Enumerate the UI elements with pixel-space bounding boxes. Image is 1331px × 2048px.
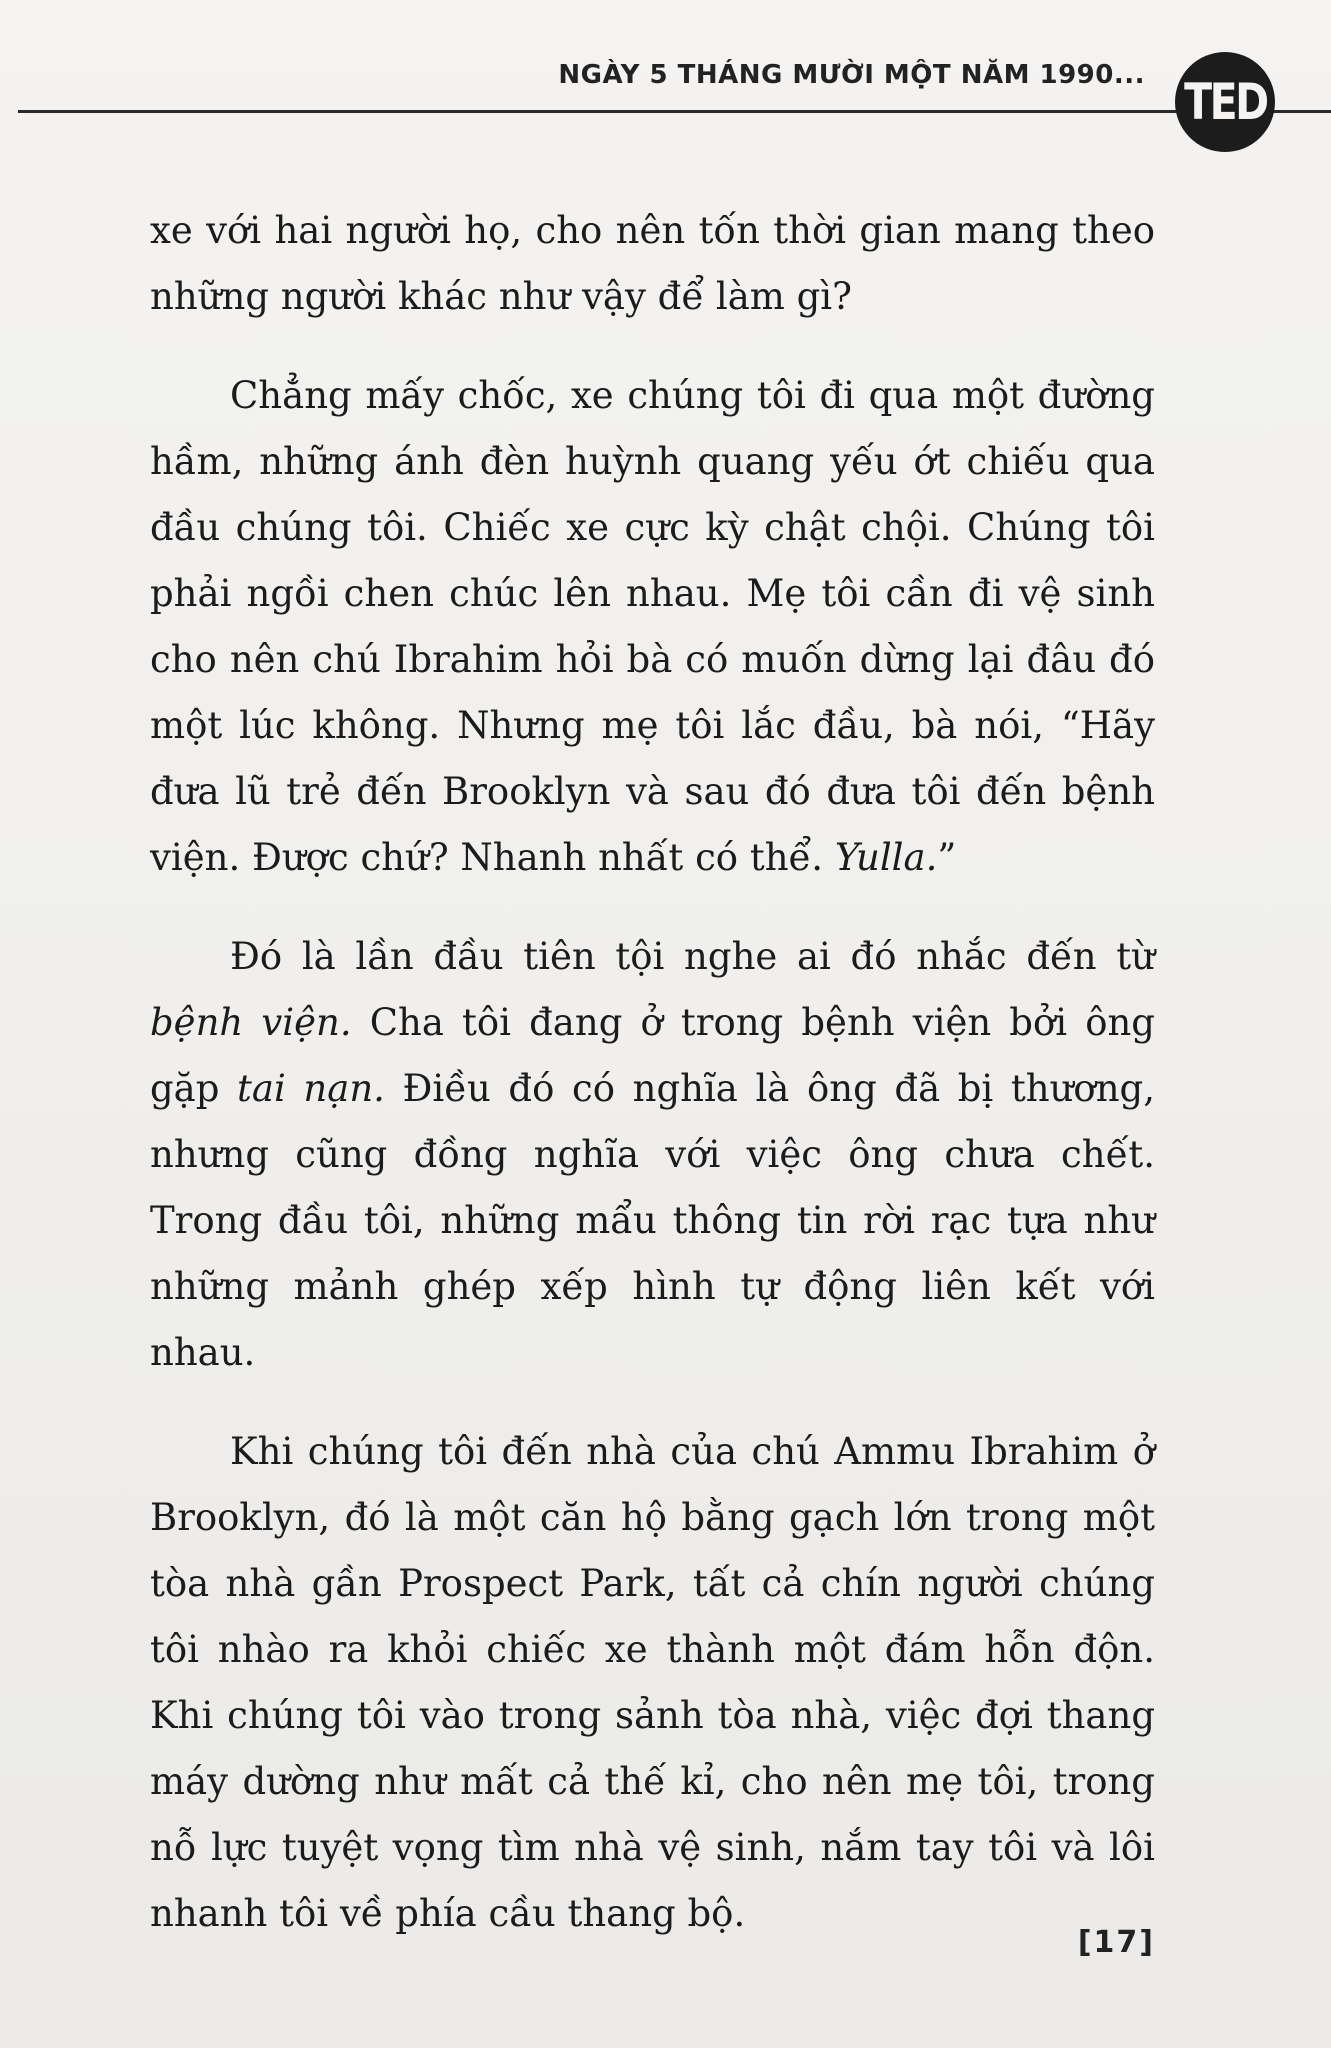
paragraph-3 bbox=[150, 924, 1155, 1386]
paragraph-3-italic-benh-vien: bệnh viện. bbox=[150, 1001, 352, 1044]
page-number: [17] bbox=[1077, 1925, 1155, 1960]
paragraph-2-closing-quote: ” bbox=[937, 836, 957, 879]
paragraph-2-text: Chẳng mấy chốc, xe chúng tôi đi qua một đường hầm, những ánh đèn huỳnh quang yếu ớt chiếu qua đầu chúng tôi. Chiếc xe cực kỳ chật chội. Chúng tôi phải ngồi chen chúc lên nhau. Mẹ tôi cần đi vệ sinh cho nên chú Ibrahim hỏi bà có muốn dừng lại đâu đó một lúc không. Nhưng mẹ tôi lắc đầu, bà nói, “Hãy đưa lũ trẻ đến Brooklyn và sau đó đưa tôi đến bệnh viện. Được chứ? Nhanh nhất có thể. bbox=[150, 374, 1155, 879]
paragraph-3-italic-tai-nan: tai nạn. bbox=[237, 1067, 385, 1110]
paragraph-3-text-b: Cha tôi đang ở trong bệnh viện bởi ông gặp bbox=[150, 1001, 1155, 1110]
ted-logo-text: TED bbox=[1183, 73, 1267, 131]
running-title: NGÀY 5 THÁNG MƯỜI MỘT NĂM 1990... bbox=[558, 60, 1145, 90]
paragraph-4-text: Khi chúng tôi đến nhà của chú Ammu Ibrahim ở Brooklyn, đó là một căn hộ bằng gạch lớn trong một tòa nhà gần Prospect Park, tất cả chín người chúng tôi nhào ra khỏi chiếc xe thành một đám hỗn độn. Khi chúng tôi vào trong sảnh tòa nhà, việc đợi thang máy dường như mất cả thế kỉ, cho nên mẹ tôi, trong nỗ lực tuyệt vọng tìm nhà vệ sinh, nắm tay tôi và lôi nhanh tôi về phía cầu thang bộ. bbox=[150, 1430, 1155, 1935]
header-rule bbox=[18, 110, 1331, 113]
paragraph-2 bbox=[150, 363, 1155, 891]
ted-logo-icon bbox=[1175, 52, 1275, 152]
paragraph-3-text-c: Điều đó có nghĩa là ông đã bị thương, nhưng cũng đồng nghĩa với việc ông chưa chết. Trong đầu tôi, những mẩu thông tin rời rạc tựa như những mảnh ghép xếp hình tự động liên kết với nhau. bbox=[150, 1067, 1155, 1374]
paragraph-2-italic-yulla: Yulla. bbox=[834, 836, 938, 879]
paragraph-1-text: xe với hai người họ, cho nên tốn thời gian mang theo những người khác như vậy để làm gì? bbox=[150, 209, 1155, 318]
paragraph-3-text-a: Đó là lần đầu tiên tội nghe ai đó nhắc đến từ bbox=[230, 935, 1155, 978]
page-header bbox=[0, 0, 1331, 160]
paragraph-4 bbox=[150, 1419, 1155, 1947]
body-text bbox=[150, 198, 1155, 1980]
paragraph-1 bbox=[150, 198, 1155, 330]
